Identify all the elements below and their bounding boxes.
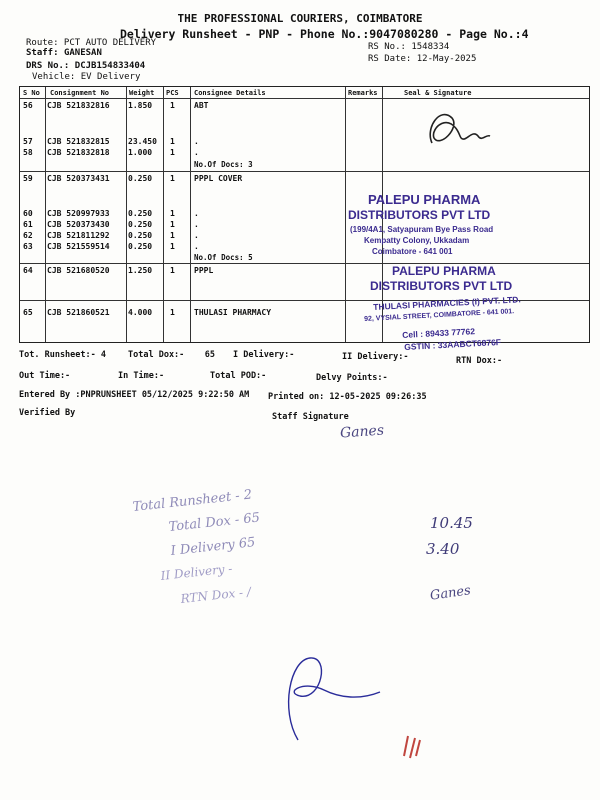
staff-field — [26, 48, 102, 58]
col-divider — [126, 87, 127, 342]
hand-out-time: 10.45 — [430, 514, 473, 532]
cell-pcs: 1 — [170, 220, 175, 229]
stamp-palepu2-company: DISTRIBUTORS PVT LTD — [370, 279, 513, 293]
row-divider — [20, 98, 589, 99]
cell-weight: 0.250 — [128, 220, 153, 229]
cell-sno: 58 — [23, 148, 33, 157]
tot-runsheet: Tot. Runsheet:- 4 — [19, 350, 106, 360]
drs-field — [26, 61, 145, 71]
cell-weight: 0.250 — [128, 174, 153, 183]
stamp-thulasi-address: 92, VYSIAL STREET, COIMBATORE - 641 001. — [364, 308, 515, 323]
red-mark — [396, 730, 426, 760]
cell-pcs: 1 — [170, 148, 175, 157]
route-label: Route: PCT AUTO DELIVERY — [26, 38, 157, 48]
hand-ii-delivery: II Delivery - — [160, 561, 234, 583]
drs-label: DRS No.: — [26, 61, 70, 71]
row-divider — [20, 171, 589, 172]
col-divider — [163, 87, 164, 342]
cell-sno: 57 — [23, 137, 33, 146]
cell-weight: 23.450 — [128, 137, 157, 146]
cell-consignee: PPPL — [194, 266, 214, 275]
cell-pcs: 1 — [170, 308, 175, 317]
staff-signature-label: Staff Signature — [272, 412, 349, 422]
total-dox-label: Total Dox:- — [128, 350, 185, 360]
cell-weight: 0.250 — [128, 209, 153, 218]
cell-consignee: ABT — [194, 101, 209, 110]
col-header-pcs: PCS — [166, 89, 179, 97]
cell-pcs: 1 — [170, 242, 175, 251]
cell-weight: 1.000 — [128, 148, 153, 157]
hand-in-time: 3.40 — [426, 540, 460, 558]
hand-total-dox: Total Dox - 65 — [168, 510, 261, 535]
vehicle-label: Vehicle: EV Delivery — [32, 72, 141, 82]
company-title: THE PROFESSIONAL COURIERS, COIMBATORE — [177, 12, 423, 25]
rtn-dox: RTN Dox:- — [456, 356, 503, 366]
cell-consignment: CJB 520997933 — [47, 209, 110, 218]
stamp-palepu-name: PALEPU PHARMA — [368, 192, 481, 207]
stamp-palepu-address: (199/4A1, Satyapuram Bye Pass Road — [350, 225, 494, 234]
cell-weight: 4.000 — [128, 308, 153, 317]
col-header-weight: Weight — [129, 89, 155, 97]
cell-sno: 63 — [23, 242, 33, 251]
col-header-remarks: Remarks — [348, 89, 378, 97]
rs-no: RS No.: 1548334 — [368, 42, 450, 52]
cell-pcs: 1 — [170, 174, 175, 183]
cell-pcs: 1 — [170, 101, 175, 110]
staff-handwritten-signature: Ganes — [339, 422, 385, 442]
col-header-sno: S No — [23, 89, 40, 97]
docs-count-note: No.Of Docs: 3 — [194, 160, 253, 169]
col-divider — [45, 87, 46, 342]
cell-pcs: 1 — [170, 209, 175, 218]
cell-consignee: THULASI PHARMACY — [194, 308, 272, 317]
cell-sno: 65 — [23, 308, 33, 317]
col-header-consignment: Consignment No — [50, 89, 110, 97]
cell-weight: 0.250 — [128, 231, 153, 240]
hand-bottom-signature: Ganes — [429, 583, 472, 604]
cell-consignment: CJB 521832818 — [47, 148, 110, 157]
cell-consignee: . — [194, 242, 199, 251]
cell-pcs: 1 — [170, 266, 175, 275]
cell-consignment: CJB 521832815 — [47, 137, 110, 146]
stamp-thulasi-name: THULASI PHARMACIES (I) PVT. LTD. — [373, 294, 521, 312]
entered-by: Entered By :PNPRUNSHEET 05/12/2025 9:22:50 AM — [19, 390, 250, 400]
verified-by: Verified By — [19, 408, 76, 418]
col-header-consignee: Consignee Details — [194, 89, 266, 97]
stamp-palepu-company: DISTRIBUTORS PVT LTD — [348, 208, 491, 222]
hand-i-delivery: I Delivery 65 — [170, 535, 257, 559]
cell-consignment: CJB 521680520 — [47, 266, 110, 275]
large-signature — [270, 640, 390, 750]
cell-consignee: . — [194, 137, 199, 146]
docs-count-note: No.Of Docs: 5 — [194, 253, 253, 262]
delvy-points: Delvy Points:- — [316, 373, 388, 383]
cell-weight: 0.250 — [128, 242, 153, 251]
total-dox-field — [128, 350, 215, 360]
staff-value: GANESAN — [63, 48, 102, 58]
col-divider — [345, 87, 346, 342]
ii-delivery: II Delivery:- — [342, 352, 409, 362]
cell-sno: 62 — [23, 231, 33, 240]
cell-sno: 56 — [23, 101, 33, 110]
drs-value: DCJB154833404 — [74, 61, 146, 71]
col-divider — [190, 87, 191, 342]
cell-consignee: PPPL COVER — [194, 174, 243, 183]
cell-weight: 1.250 — [128, 266, 153, 275]
stamp-palepu-city: Coimbatore - 641 001 — [372, 247, 453, 256]
cell-consignment: CJB 520373431 — [47, 174, 110, 183]
cell-sno: 61 — [23, 220, 33, 229]
cell-sno: 59 — [23, 174, 33, 183]
i-delivery: I Delivery:- — [233, 350, 295, 360]
cell-sno: 64 — [23, 266, 33, 275]
cell-consignee: . — [194, 148, 199, 157]
cell-consignment: CJB 520373430 — [47, 220, 110, 229]
row-divider — [20, 263, 589, 264]
cell-consignment: CJB 521860521 — [47, 308, 110, 317]
total-dox-value: 65 — [204, 350, 216, 360]
recipient-signature — [420, 98, 500, 158]
stamp-palepu2-name: PALEPU PHARMA — [392, 264, 496, 278]
rs-date: RS Date: 12-May-2025 — [368, 54, 477, 64]
cell-consignee: . — [194, 209, 199, 218]
total-pod: Total POD:- — [210, 371, 267, 381]
col-header-seal-signature: Seal & Signature — [404, 89, 472, 97]
cell-consignment: CJB 521832816 — [47, 101, 110, 110]
stamp-thulasi-gstin: GSTIN : 33AABCT6876F — [404, 336, 502, 352]
hand-rtn-dox: RTN Dox - / — [180, 584, 252, 606]
cell-pcs: 1 — [170, 231, 175, 240]
cell-consignment: CJB 521811292 — [47, 231, 110, 240]
cell-weight: 1.850 — [128, 101, 153, 110]
stamp-thulasi-phone: Cell : 89433 77762 — [402, 326, 476, 340]
staff-label: Staff: — [26, 48, 59, 58]
printed-on: Printed on: 12-05-2025 09:26:35 — [268, 392, 427, 402]
out-time: Out Time:- — [19, 371, 71, 381]
cell-consignee: . — [194, 231, 199, 240]
hand-total-runsheet: Total Runsheet - 2 — [132, 487, 253, 515]
in-time: In Time:- — [118, 371, 165, 381]
cell-consignment: CJB 521559514 — [47, 242, 110, 251]
runsheet-title: Delivery Runsheet - PNP - Phone No.:9047080280 - Page No.:4 — [120, 27, 529, 41]
cell-consignee: . — [194, 220, 199, 229]
cell-sno: 60 — [23, 209, 33, 218]
cell-pcs: 1 — [170, 137, 175, 146]
stamp-palepu-area: Kempatty Colony, Ukkadam — [364, 236, 470, 245]
